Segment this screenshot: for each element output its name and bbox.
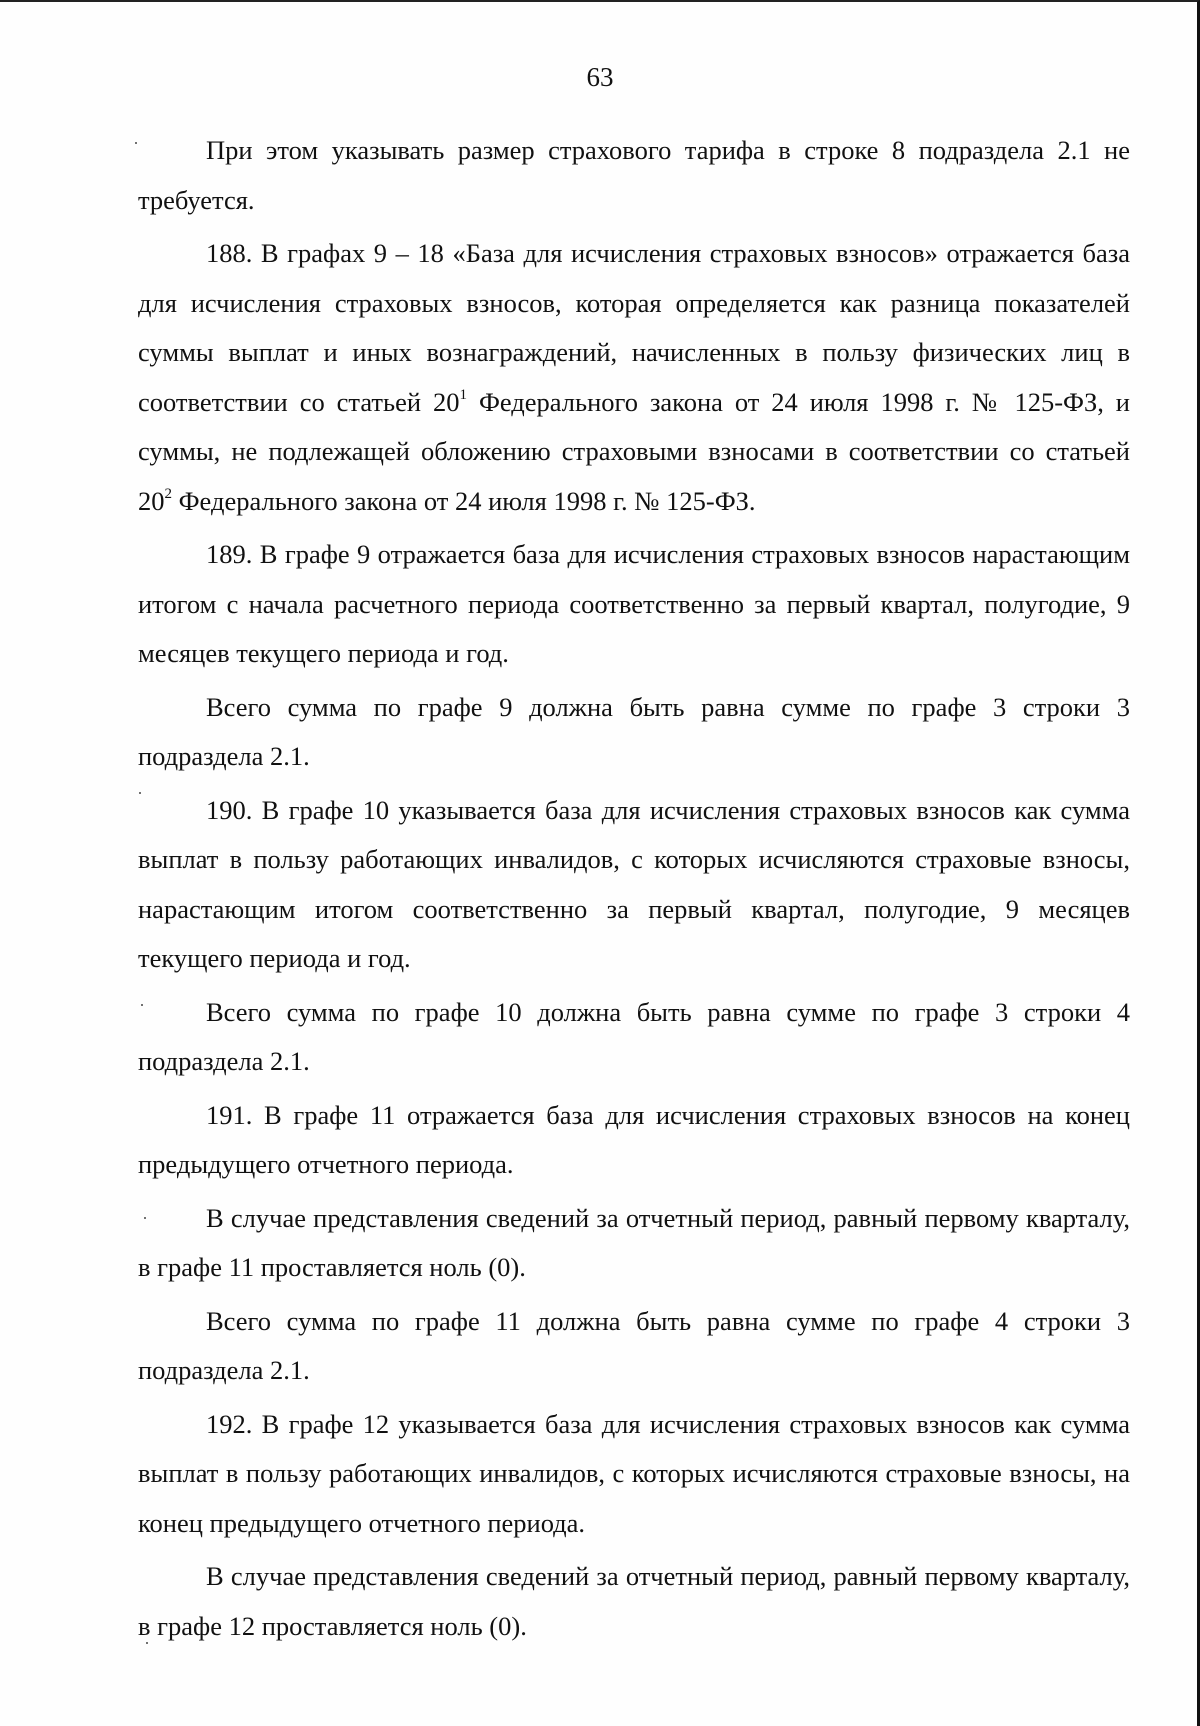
document-body bbox=[138, 126, 1130, 1651]
paragraph-188-text-c: Федерального закона от 24 июля 1998 г. № 125-ФЗ. bbox=[172, 485, 756, 516]
paragraph-tariff-note: При этом указывать размер страхового тарифа в строке 8 подраздела 2.1 не требуется. bbox=[138, 135, 1130, 215]
paragraph-191-total: Всего сумма по графе 11 должна быть равна сумме по графе 4 строки 3 подраздела 2.1. bbox=[138, 1305, 1130, 1385]
scan-speck bbox=[139, 792, 141, 794]
superscript-1: 1 bbox=[459, 386, 467, 403]
scan-speck bbox=[135, 142, 137, 144]
scan-speck bbox=[141, 1004, 143, 1006]
page-number: 63 bbox=[586, 62, 614, 92]
scan-speck bbox=[144, 1217, 146, 1219]
scan-speck bbox=[146, 1642, 148, 1644]
paragraph-188-text-b: Федерального закона от 24 июля 1998 г. № 125-ФЗ, и суммы, не подлежащей обложению страховыми взносами в соответствии со статьей 20 bbox=[138, 386, 1130, 516]
paragraph-192: 192. В графе 12 указывается база для исчисления страховых взносов как сумма выплат в пользу работающих инвалидов, с которых исчисляются страховые взносы, на конец предыдущего отчетного периода. bbox=[138, 1408, 1130, 1538]
paragraph-191: 191. В графе 11 отражается база для исчисления страховых взносов на конец предыдущего отчетного периода. bbox=[138, 1099, 1130, 1179]
paragraph-188 bbox=[138, 229, 1130, 526]
paragraph-189-total: Всего сумма по графе 9 должна быть равна сумме по графе 3 строки 3 подраздела 2.1. bbox=[138, 691, 1130, 771]
paragraph-189: 189. В графе 9 отражается база для исчисления страховых взносов нарастающим итогом с начала расчетного периода соответственно за первый квартал, полугодие, 9 месяцев текущего периода и год. bbox=[138, 539, 1130, 668]
paragraph-192-first-quarter: В случае представления сведений за отчетный период, равный первому кварталу, в графе 12 проставляется ноль (0). bbox=[138, 1561, 1130, 1641]
paragraph-191-first-quarter: В случае представления сведений за отчетный период, равный первому кварталу, в графе 11 проставляется ноль (0). bbox=[138, 1202, 1130, 1282]
superscript-2: 2 bbox=[164, 485, 172, 502]
paragraph-190: 190. В графе 10 указывается база для исчисления страховых взносов как сумма выплат в пользу работающих инвалидов, с которых исчисляются страховые взносы, нарастающим итогом соответственно за первый квартал, полугодие, 9 месяцев текущего периода и год. bbox=[138, 794, 1130, 973]
paragraph-190-total: Всего сумма по графе 10 должна быть равна сумме по графе 3 строки 4 подраздела 2.1. bbox=[138, 996, 1130, 1076]
paragraph-188-text-a: 188. В графах 9 – 18 «База для исчисления страховых взносов» отражается база для исчисления страховых взносов, которая определяется как разница показателей суммы выплат и иных вознаграждений, начисленных в пользу физических лиц в соответствии со статьей 20 bbox=[138, 238, 1130, 417]
